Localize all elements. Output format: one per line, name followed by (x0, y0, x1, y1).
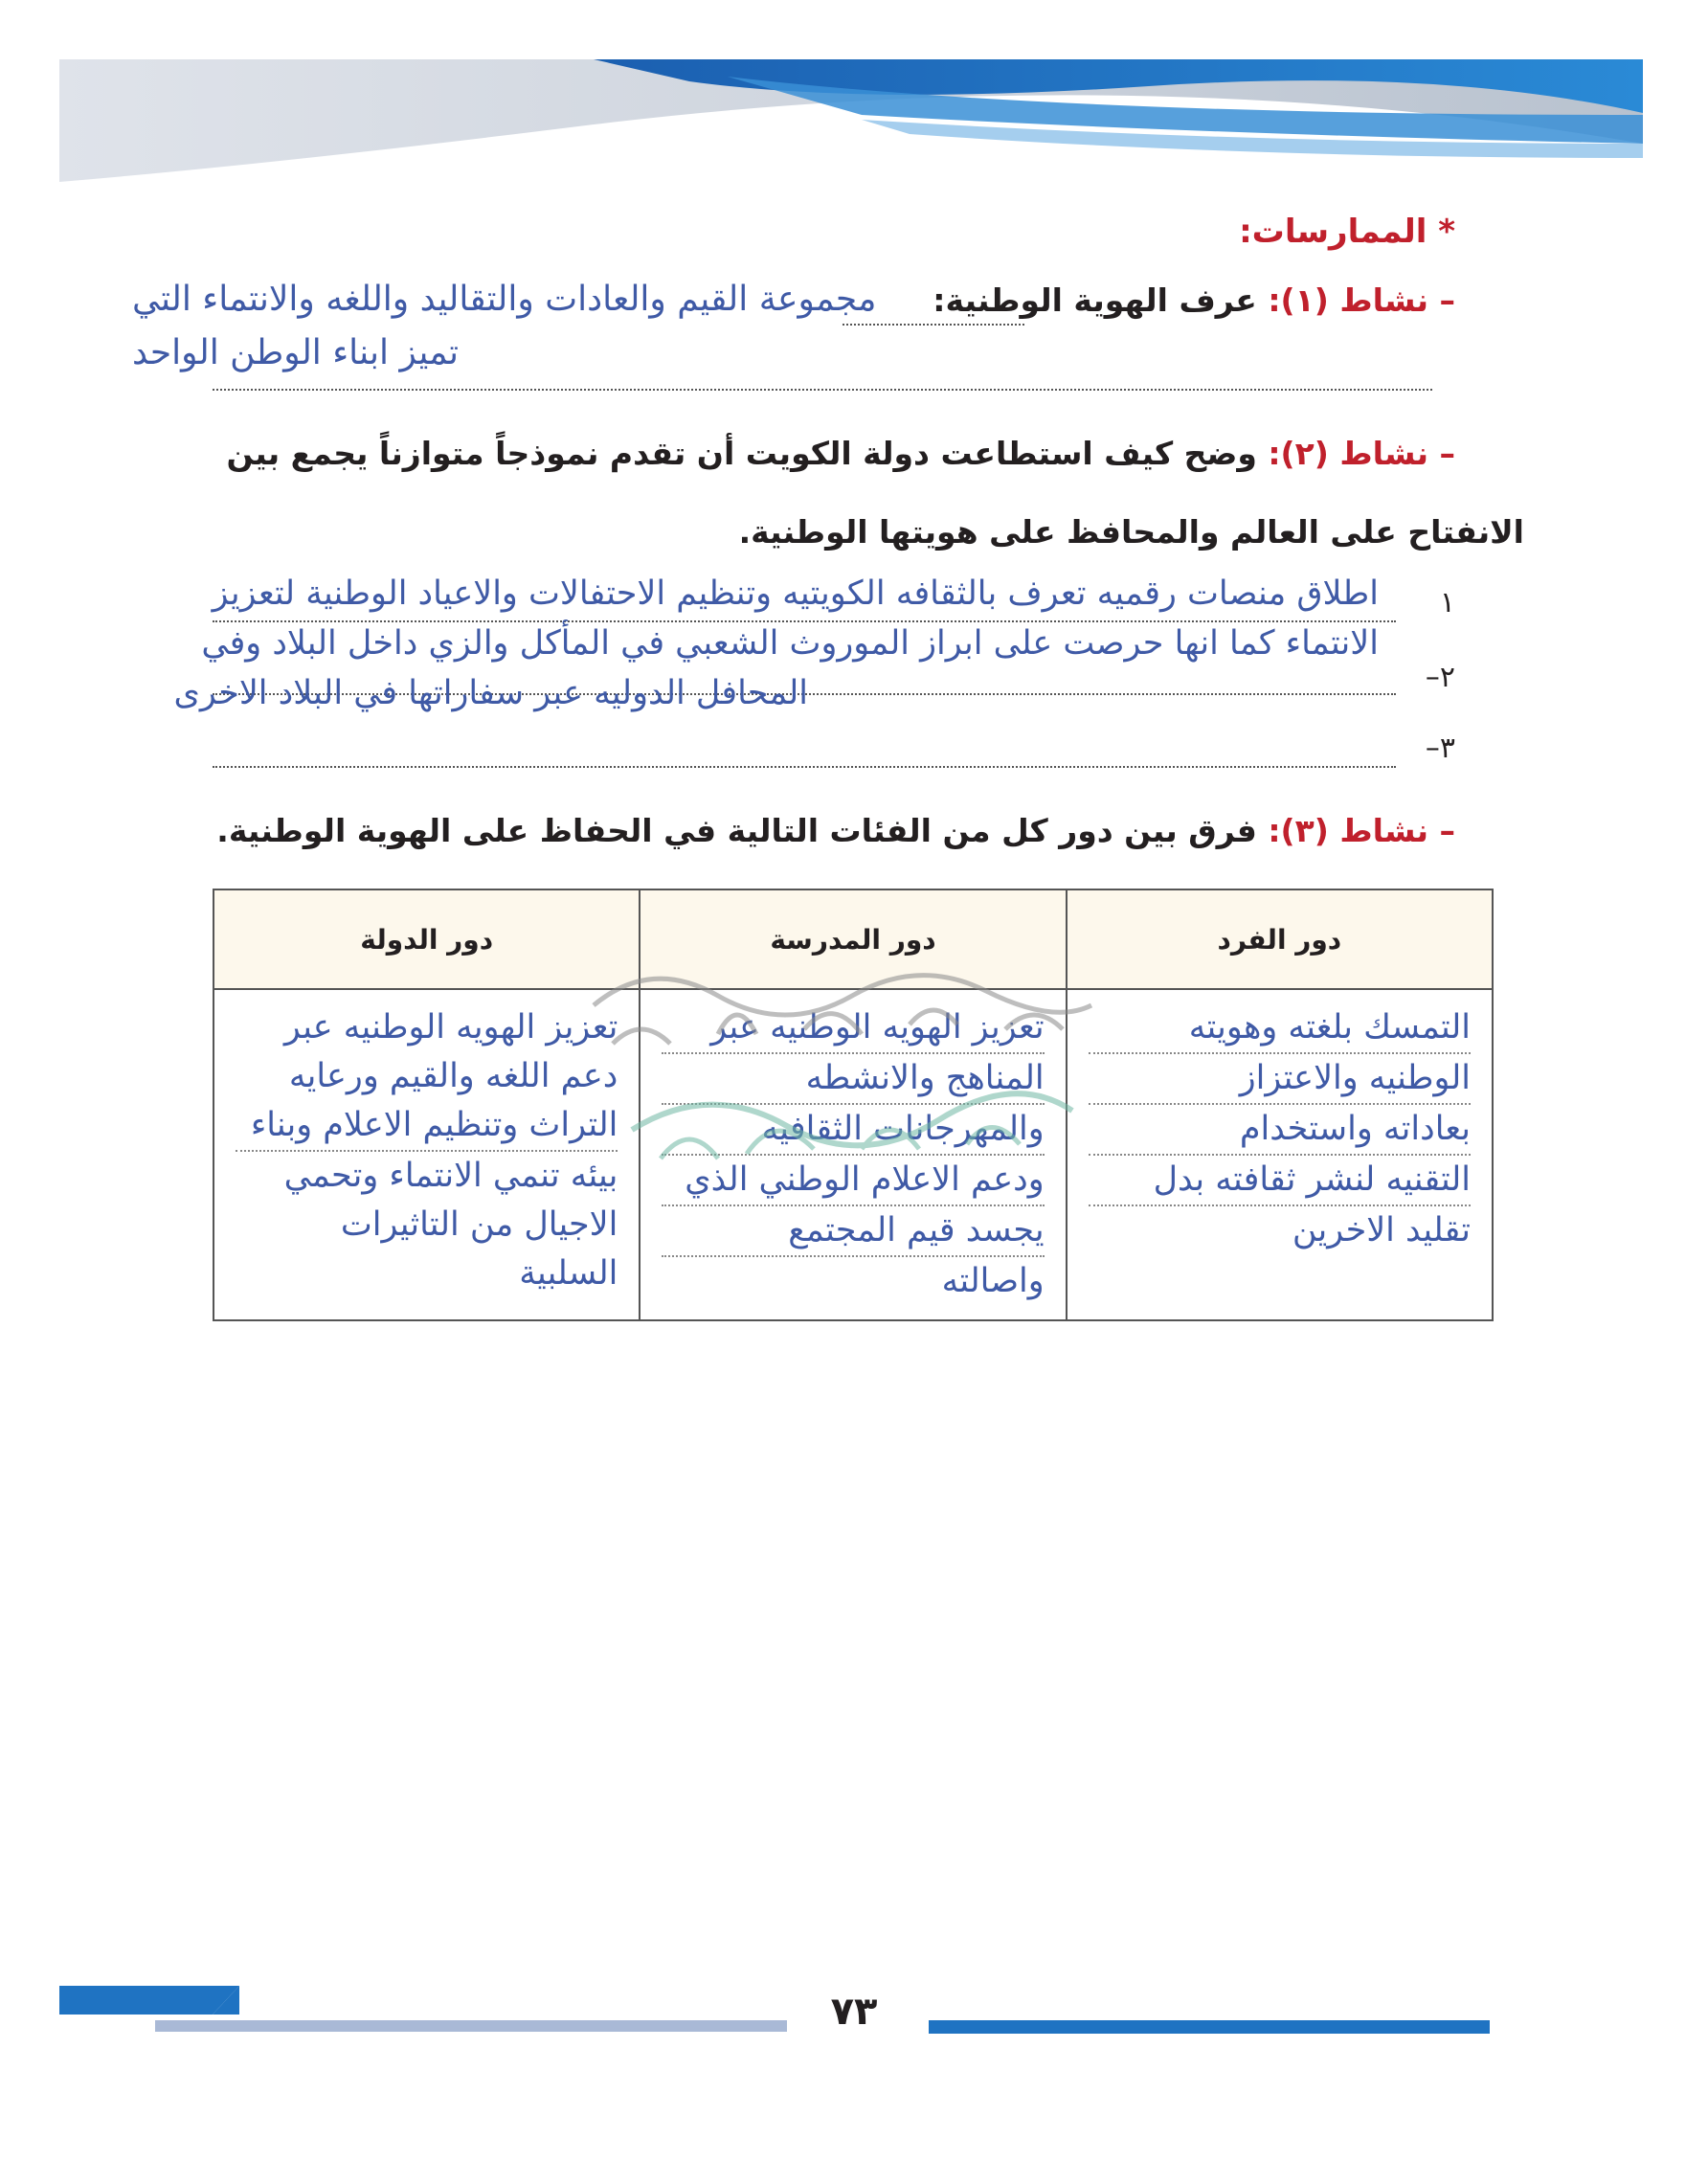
activity1-answer-line1: مجموعة القيم والعادات والتقاليد واللغه والانتماء التي (132, 280, 877, 319)
item-number-2: –٢ (1425, 661, 1455, 694)
activity2-answer-line3: المحافل الدوليه عبر سفاراتها في البلاد الاخرى (173, 674, 808, 712)
cell-line: تعزيز الهويه الوطنيه عبر (283, 1008, 618, 1047)
footer-right-bar (929, 2020, 1490, 2034)
cell-line: المناهج والانشطه (662, 1054, 1044, 1105)
answer-dotted-line (213, 766, 1396, 768)
activity3-question (216, 812, 1455, 849)
activity3-label: – نشاط (٣): (1268, 812, 1455, 849)
activity1-answer-line2: تميز ابناء الوطن الواحد (132, 333, 460, 372)
header-school-role: دور المدرسة (640, 889, 1066, 989)
activity2-label: – نشاط (٢): (1268, 435, 1455, 472)
footer-left-bar (59, 1986, 787, 2034)
item-number-3: –٣ (1425, 732, 1455, 765)
activity1-label: – نشاط (١): (1268, 281, 1455, 319)
cell-line: الاجيال من التاثيرات (340, 1205, 618, 1244)
cell-line: ودعم الاعلام الوطني الذي (662, 1156, 1044, 1206)
cell-line: والمهرجانات الثقافيه (662, 1105, 1044, 1156)
header-wave-banner (0, 0, 1708, 211)
cell-line: التراث وتنظيم الاعلام وبناء (236, 1101, 618, 1152)
answer-dotted-line (843, 324, 1024, 326)
header-individual-role: دور الفرد (1067, 889, 1493, 989)
activity2-question-line2: الانفتاح على العالم والمحافظ على هويتها الوطنية. (738, 513, 1524, 551)
answer-dotted-line (213, 620, 1396, 622)
cell-individual-role (1067, 989, 1493, 1320)
cell-line: التمسك بلغته وهويته (1089, 1003, 1471, 1054)
cell-line: يجسد قيم المجتمع (662, 1206, 1044, 1257)
answer-dotted-line (213, 389, 1432, 391)
cell-line: دعم اللغه والقيم ورعايه (288, 1057, 618, 1095)
page-number: ٧٣ (830, 1990, 878, 2034)
cell-line: التقنيه لنشر ثقافته بدل (1089, 1156, 1471, 1206)
activity2-answer-line1: اطلاق منصات رقميه تعرف بالثقافه الكويتيه وتنظيم الاحتفالات والاعياد الوطنية لتعزيز (212, 574, 1379, 613)
cell-line: بعاداته واستخدام (1089, 1105, 1471, 1156)
item-number-1: ١ (1439, 586, 1455, 619)
activity1-question (933, 281, 1455, 319)
cell-line: واصالته (941, 1262, 1045, 1300)
watermark-stamp (574, 938, 1111, 1187)
activity2-prompt-1: وضح كيف استطاعت دولة الكويت أن تقدم نموذجاً متوازناً يجمع بين (226, 435, 1257, 472)
cell-line: تقليد الاخرين (1292, 1211, 1471, 1249)
cell-line: بيئه تنمي الانتماء وتحمي (283, 1157, 618, 1195)
header-state-role: دور الدولة (214, 889, 640, 989)
cell-line: تعزيز الهويه الوطنيه عبر (662, 1003, 1044, 1054)
activity1-prompt: عرف الهوية الوطنية: (933, 281, 1257, 319)
activity2-answer-line2: الانتماء كما انها حرصت على ابراز الموروث الشعبي في المأكل والزي داخل البلاد وفي (201, 624, 1379, 663)
practices-heading: * الممارسات: (1239, 213, 1455, 251)
cell-line: الوطنيه والاعتزاز (1089, 1054, 1471, 1105)
activity2-question-line1 (227, 435, 1455, 472)
cell-line: السلبية (519, 1254, 618, 1293)
activity3-prompt: فرق بين دور كل من الفئات التالية في الحفاظ على الهوية الوطنية. (216, 812, 1257, 849)
